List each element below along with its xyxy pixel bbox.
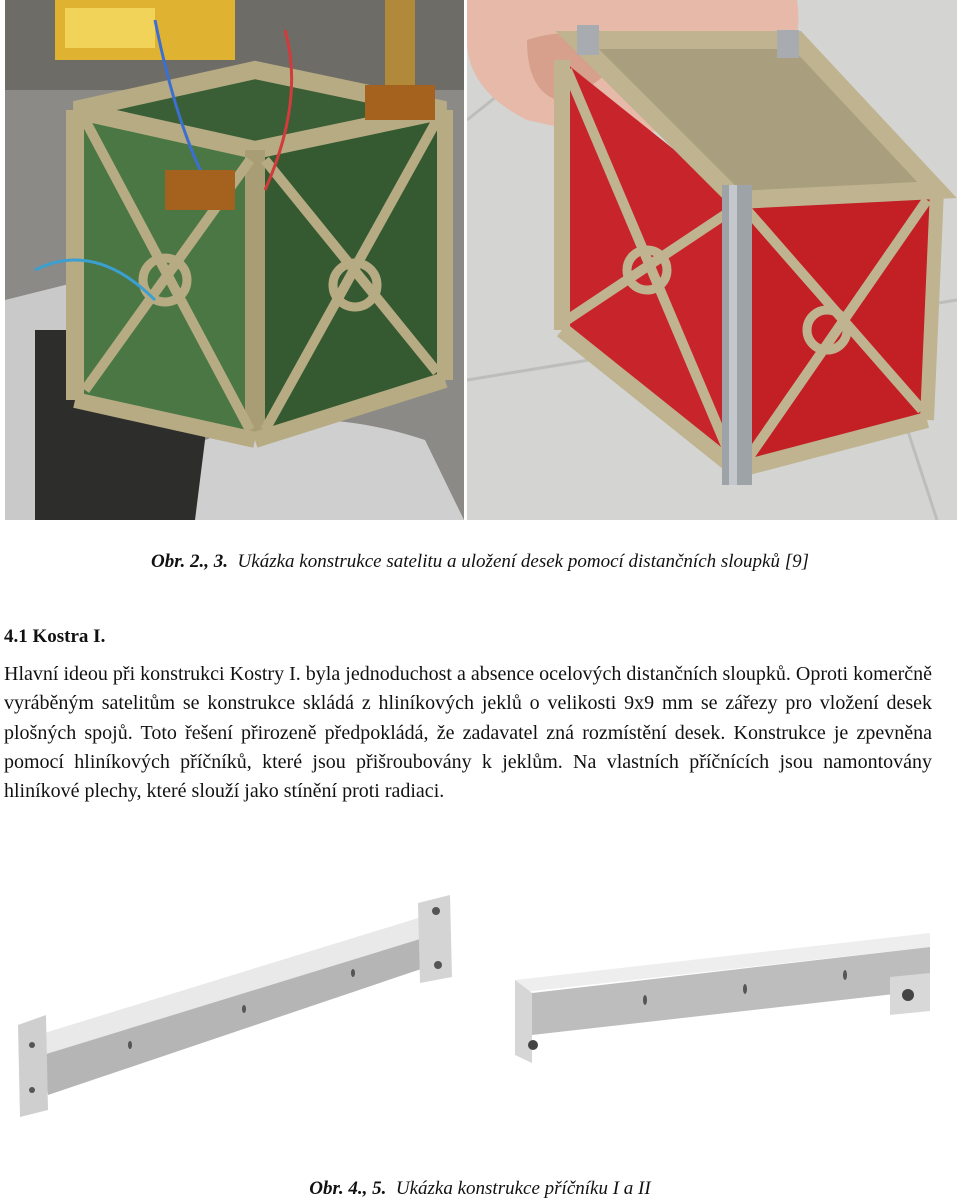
crossbar-ii-illustration <box>510 885 940 1125</box>
caption-label: Obr. 4., 5. <box>309 1178 387 1199</box>
caption-text: Ukázka konstrukce satelitu a uložení desek pomocí distančních sloupků [9] <box>237 551 810 572</box>
cubesat-red-illustration <box>467 0 957 520</box>
figure-caption-bottom <box>0 1178 960 1200</box>
body-paragraph: Hlavní ideou při konstrukci Kostry I. byla jednoduchost a absence ocelových distančních sloupků. Oproti komerčně vyráběným satelitům se konstrukce skládá z hliníkových jeklů o velikosti 9x9 mm se zářezy pro vložení desek plošných spojů. Toto řešení přirozeně předpokládá, že zadavatel zná rozmístění desek. Konstrukce je zpevněna pomocí hliníkových příčníků, které jsou přišroubovány k jeklům. Na vlastních příčnících jsou namontovány hliníkové plechy, které slouží jako stínění proti radiaci. <box>4 663 932 803</box>
caption-text: Ukázka konstrukce příčníku I a II <box>395 1178 651 1199</box>
crossbar-i-illustration <box>8 885 458 1125</box>
render-crossbar-ii <box>510 885 940 1125</box>
caption-label: Obr. 2., 3. <box>150 551 229 572</box>
section-heading: 4.1 Kostra I. <box>4 626 106 647</box>
cubesat-green-illustration <box>5 0 464 520</box>
photo-cubesat-green-pcb <box>5 0 464 520</box>
render-crossbar-i <box>8 885 458 1125</box>
photo-cubesat-red-pcb <box>467 0 957 520</box>
figure-caption-top <box>0 551 960 573</box>
